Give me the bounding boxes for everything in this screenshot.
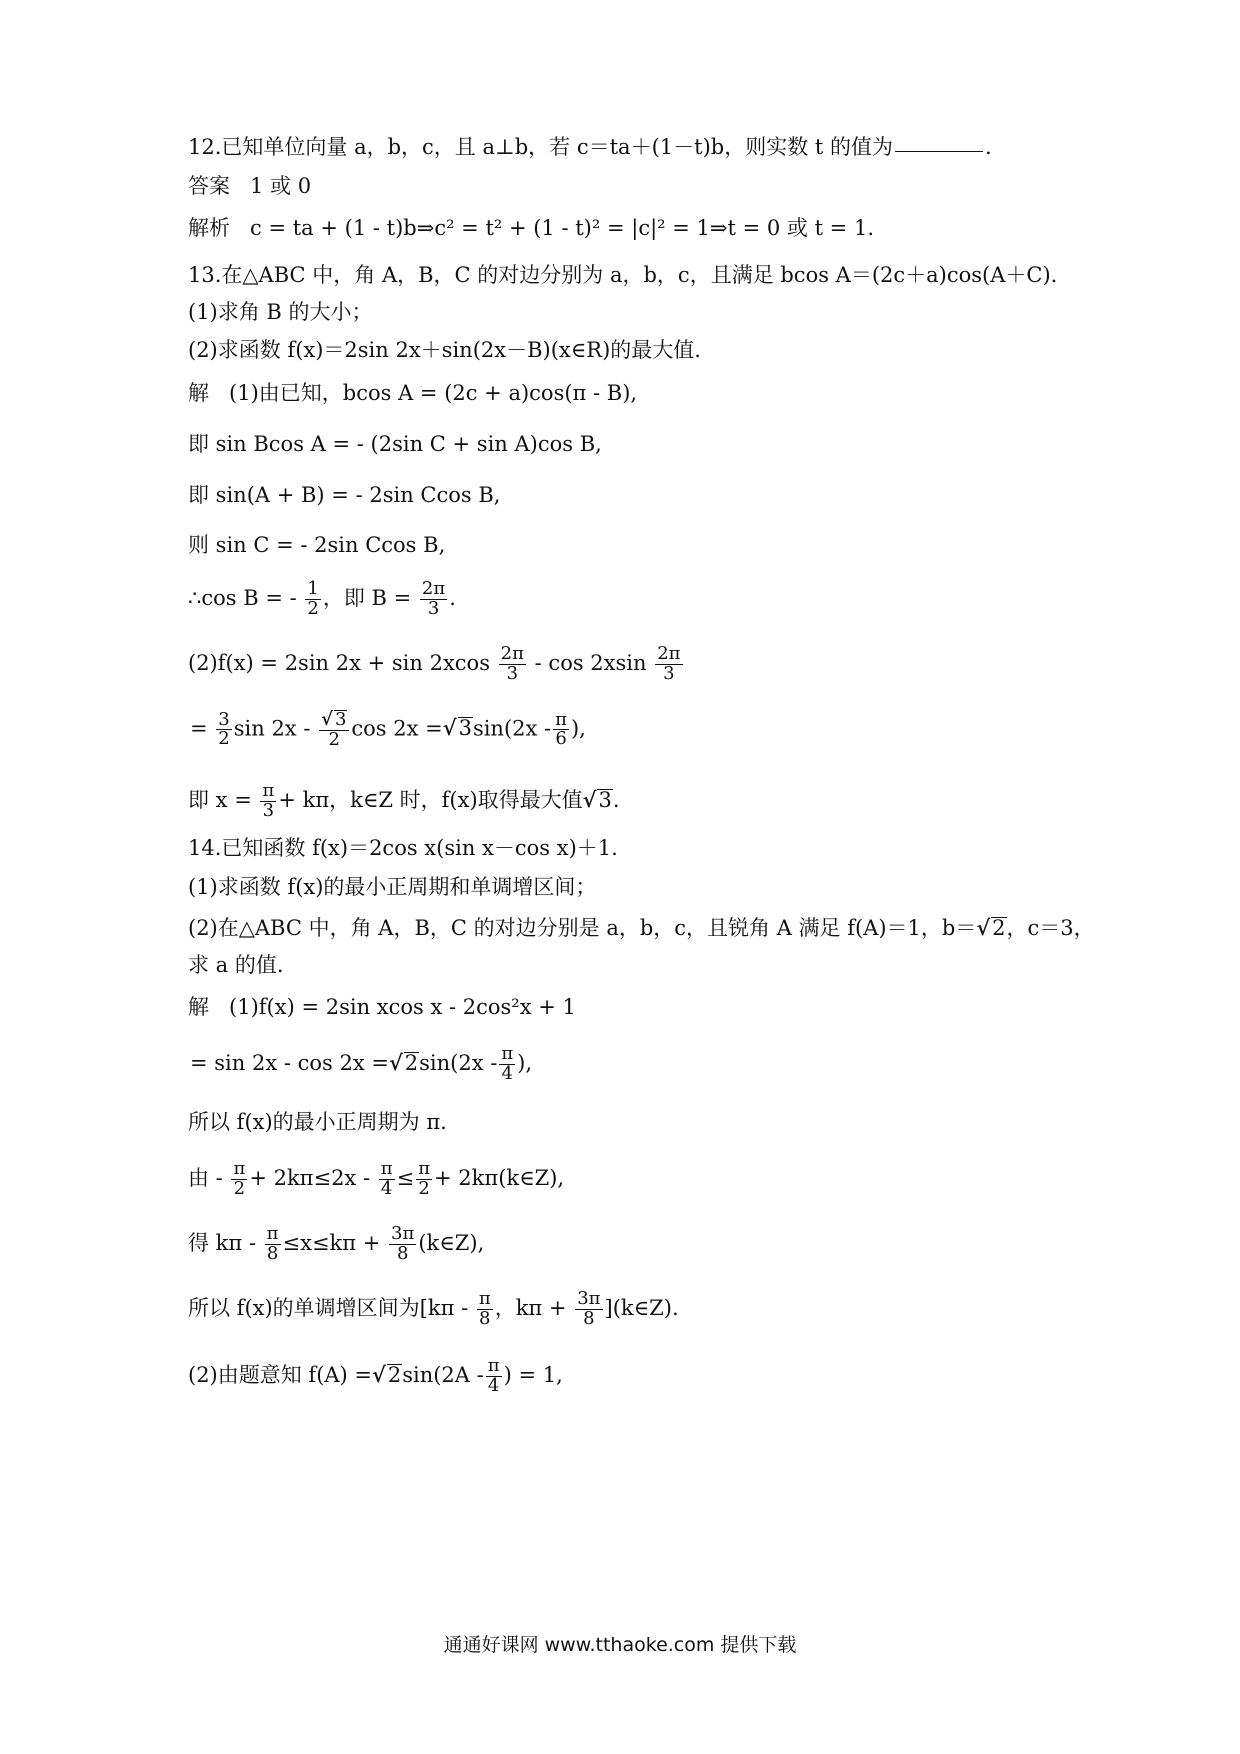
math-text: - cos 2xsin bbox=[534, 650, 647, 675]
math-text: 由 - bbox=[188, 1165, 223, 1190]
q14-solution-line1 bbox=[188, 997, 576, 1018]
math-text: . bbox=[449, 585, 456, 610]
fraction: $\frac{2\pi}{3}$ bbox=[421, 578, 446, 619]
math-text: (2)f(x) = 2sin 2x + sin 2xcos bbox=[188, 650, 490, 675]
q13-solution-line8 bbox=[188, 782, 620, 821]
fraction: $\frac{\pi}{4}$ bbox=[487, 1355, 500, 1396]
radicand: 3 bbox=[458, 716, 472, 741]
q14-part1: (1)求函数 f(x)的最小正周期和单调增区间； bbox=[188, 875, 597, 899]
math-text: 得 kπ - bbox=[188, 1230, 256, 1255]
q13-solution-line6 bbox=[188, 645, 685, 684]
fraction: $\frac{\pi}{2}$ bbox=[233, 1158, 246, 1199]
math-text: (k∈Z), bbox=[418, 1230, 485, 1255]
answer-value: 1 或 0 bbox=[250, 174, 312, 198]
q14-solution-line4 bbox=[188, 1160, 564, 1199]
math-text: + 2kπ≤2x - bbox=[249, 1165, 371, 1190]
math-text: . bbox=[612, 787, 620, 812]
sqrt-icon bbox=[976, 916, 990, 940]
fraction: $\frac{\pi}{8}$ bbox=[266, 1223, 279, 1264]
page-footer: 通通好课网 www.tthaoke.com 提供下载 bbox=[443, 1634, 797, 1656]
math-text: sin(2x - bbox=[472, 716, 552, 741]
fraction: $\frac{\pi}{4}$ bbox=[380, 1158, 393, 1199]
sqrt-icon bbox=[389, 1051, 403, 1075]
math-text: ，kπ + bbox=[494, 1295, 567, 1320]
q14-part2 bbox=[188, 917, 1095, 939]
q12-text-end: . bbox=[985, 135, 992, 159]
q12-stem bbox=[188, 137, 992, 158]
q14-solution-line5 bbox=[188, 1225, 484, 1264]
q13-part1: (1)求角 B 的大小； bbox=[188, 300, 373, 324]
fraction: $\frac{\pi}{4}$ bbox=[501, 1043, 514, 1084]
sqrt-icon bbox=[583, 788, 597, 812]
solution-text: (1)f(x) = 2sin xcos x - 2cos²x + 1 bbox=[229, 995, 576, 1019]
q14-solution-line2 bbox=[190, 1045, 532, 1084]
math-text: ∴cos B = - bbox=[188, 585, 297, 610]
fraction: $\frac{1}{2}$ bbox=[307, 578, 319, 619]
fraction: $\frac{\pi}{2}$ bbox=[418, 1158, 431, 1199]
math-text: sin(2A - bbox=[402, 1362, 484, 1387]
math-text: sin(2x - bbox=[419, 1050, 498, 1075]
q12-answer bbox=[188, 176, 311, 197]
q13-part2: (2)求函数 f(x)＝2sin 2x＋sin(2x－B)(x∈R)的最大值. bbox=[188, 338, 701, 362]
math-text: sin 2x - bbox=[233, 716, 311, 741]
q13-stem: 13.在△ABC 中，角 A，B，C 的对边分别为 a，b，c，且满足 bcos A＝(2c＋a)cos(A＋C). bbox=[188, 263, 1058, 287]
radicand: 3 bbox=[598, 787, 612, 812]
question-text: (2)在△ABC 中，角 A，B，C 的对边分别是 a，b，c，且锐角 A 满足 f(A)＝1，b＝ bbox=[188, 916, 977, 940]
solution-label: 解 bbox=[188, 381, 209, 405]
analysis-label: 解析 bbox=[188, 216, 230, 240]
q14-solution-line3: 所以 f(x)的最小正周期为 π. bbox=[188, 1110, 447, 1134]
radicand: 2 bbox=[387, 1362, 402, 1387]
answer-blank bbox=[895, 150, 983, 152]
answer-label: 答案 bbox=[188, 174, 230, 198]
analysis-text: c = ta + (1 - t)b⇒c² = t² + (1 - t)² = |c|² = 1⇒t = 0 或 t = 1. bbox=[250, 216, 874, 240]
fraction: √ $\frac{3}{2}$ bbox=[319, 710, 349, 750]
question-text: ，c＝3， bbox=[1006, 916, 1095, 940]
solution-label: 解 bbox=[188, 995, 209, 1019]
math-text: ), bbox=[570, 716, 586, 741]
math-text: + kπ，k∈Z 时，f(x)取得最大值 bbox=[278, 787, 583, 812]
math-text: ≤ bbox=[396, 1165, 415, 1190]
fraction: $\frac{\pi}{3}$ bbox=[262, 780, 275, 821]
math-text: ), bbox=[517, 1050, 533, 1075]
fraction: $\frac{2\pi}{3}$ bbox=[500, 643, 524, 684]
solution-text: (1)由已知，bcos A = (2c + a)cos(π - B), bbox=[229, 381, 638, 405]
sqrt-icon bbox=[372, 1363, 386, 1387]
math-text: + 2kπ(k∈Z), bbox=[434, 1165, 565, 1190]
math-text: 所以 f(x)的单调增区间为[kπ - bbox=[188, 1295, 469, 1320]
sqrt-icon bbox=[321, 709, 333, 730]
fraction: $\frac{3\pi}{8}$ bbox=[577, 1288, 601, 1329]
fraction: $\frac{2\pi}{3}$ bbox=[657, 643, 681, 684]
fraction: $\frac{3\pi}{8}$ bbox=[391, 1223, 415, 1264]
sqrt-icon bbox=[443, 716, 457, 740]
q14-solution-line6 bbox=[188, 1290, 679, 1329]
radicand: 2 bbox=[404, 1050, 419, 1075]
q14-part2-cont: 求 a 的值. bbox=[188, 953, 284, 977]
fraction: $\frac{\pi}{8}$ bbox=[478, 1288, 491, 1329]
q13-solution-line2: 即 sin Bcos A = - (2sin C + sin A)cos B, bbox=[188, 432, 602, 456]
q13-solution-line4: 则 sin C = - 2sin Ccos B, bbox=[188, 533, 446, 557]
math-text: = sin 2x - cos 2x = bbox=[190, 1050, 389, 1075]
math-text: (2)由题意知 f(A) = bbox=[188, 1362, 373, 1387]
fraction: $\frac{\pi}{6}$ bbox=[555, 708, 567, 750]
fraction: $\frac{3}{2}$ bbox=[218, 708, 230, 750]
math-text: ≤x≤kπ + bbox=[282, 1230, 381, 1255]
math-text: ) = 1, bbox=[503, 1362, 563, 1387]
q13-solution-line3: 即 sin(A + B) = - 2sin Ccos B, bbox=[188, 483, 501, 507]
math-text: ，即 B = bbox=[322, 585, 412, 610]
q13-solution-line5 bbox=[188, 580, 456, 619]
math-text: ](k∈Z). bbox=[604, 1295, 679, 1320]
q14-stem: 14.已知函数 f(x)＝2cos x(sin x－cos x)＋1. bbox=[188, 836, 618, 860]
math-text: cos 2x = bbox=[351, 716, 443, 741]
q13-solution-line1 bbox=[188, 383, 637, 404]
math-text: = bbox=[190, 716, 208, 741]
q13-solution-line7 bbox=[190, 710, 586, 750]
q14-solution-line7 bbox=[188, 1357, 563, 1396]
q12-analysis bbox=[188, 218, 874, 239]
radicand: 2 bbox=[992, 916, 1006, 940]
math-text: 即 x = bbox=[188, 787, 252, 812]
q12-text: 12.已知单位向量 a，b，c，且 a⊥b，若 c＝ta＋(1－t)b，则实数 t 的值为 bbox=[188, 135, 893, 159]
